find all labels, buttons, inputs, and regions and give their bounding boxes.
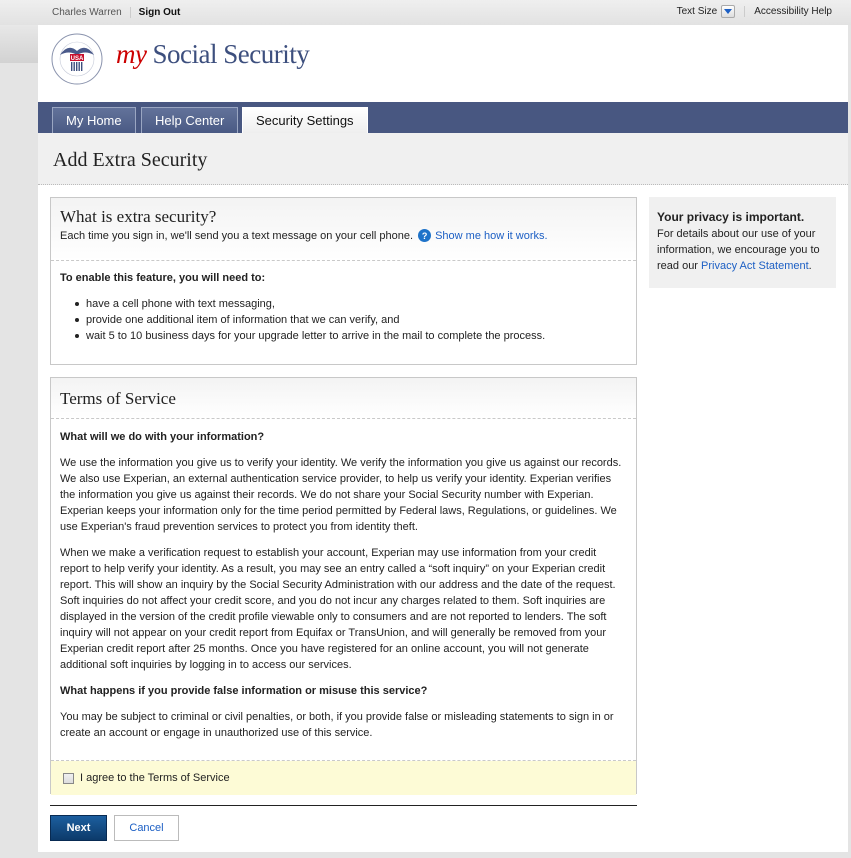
- list-item: provide one additional item of information that we can verify, and: [75, 312, 627, 328]
- next-button[interactable]: Next: [50, 815, 107, 841]
- privacy-act-link[interactable]: Privacy Act Statement: [701, 260, 809, 272]
- terms-question-1: What will we do with your information?: [60, 431, 265, 443]
- extra-security-panel: [50, 197, 637, 365]
- requirements-list: [60, 296, 627, 344]
- tab-security-settings[interactable]: Security Settings: [242, 107, 368, 133]
- list-item: wait 5 to 10 business days for your upgrade letter to arrive in the mail to complete the process.: [75, 328, 627, 344]
- text-size-label: Text Size: [676, 6, 718, 17]
- terms-panel: [50, 377, 637, 794]
- terms-paragraph-3: You may be subject to criminal or civil penalties, or both, if you provide false or misleading statements to sign in or create an account or engage in unauthorized use of this service.: [60, 711, 614, 739]
- extra-security-title: What is extra security?: [60, 207, 217, 226]
- ssa-seal-icon[interactable]: [51, 33, 103, 85]
- extra-security-header: [51, 198, 636, 260]
- main-nav: [38, 102, 848, 133]
- privacy-text: For details about our use of your information, we encourage you to read our: [657, 228, 820, 272]
- text-size-dropdown[interactable]: [721, 5, 735, 18]
- requirements-section: [51, 261, 636, 344]
- accessibility-help-link[interactable]: Accessibility Help: [754, 6, 832, 17]
- terms-paragraph-1: We use the information you give us to verify your identity. We verify the information you give us against our records. We also use Experian, an external authentication service provider, to help us verify your identity. Experian verifies the information you give us against their records. We do not share your Social Security number with Experian. Experian keeps your information only for the time period permitted by Federal laws, Regulations, or guidelines. We use Experian's fraud prevention services to protect you from identity theft.: [60, 457, 622, 533]
- enable-heading: To enable this feature, you will need to:: [60, 272, 266, 284]
- agree-checkbox[interactable]: [63, 773, 74, 784]
- subtitle-text: Each time you sign in, we'll send you a text message on your cell phone.: [60, 229, 414, 242]
- site-header: [38, 25, 848, 102]
- terms-header: [51, 378, 636, 418]
- extra-security-subtitle: [60, 229, 627, 242]
- privacy-trail: .: [808, 260, 812, 272]
- divider: [130, 7, 131, 18]
- terms-content: [51, 419, 636, 760]
- sign-out-link[interactable]: Sign Out: [138, 7, 181, 18]
- list-item: have a cell phone with text messaging,: [75, 296, 627, 312]
- privacy-sidebar: [649, 197, 836, 288]
- cancel-button[interactable]: Cancel: [114, 815, 179, 841]
- utility-links: [677, 5, 832, 18]
- background-band: [0, 25, 38, 63]
- agree-label[interactable]: I agree to the Terms of Service: [80, 772, 230, 784]
- privacy-heading: Your privacy is important.: [657, 210, 805, 224]
- tab-my-home[interactable]: My Home: [52, 107, 136, 133]
- page-title-bar: [38, 133, 848, 185]
- user-area: [52, 7, 180, 18]
- terms-title: Terms of Service: [60, 389, 176, 408]
- show-how-it-works-link[interactable]: Show me how it works.: [435, 229, 548, 242]
- help-question-icon[interactable]: ?: [418, 229, 431, 242]
- utility-bar: [0, 0, 851, 25]
- terms-paragraph-2: When we make a verification request to establish your account, Experian may use information from your credit report to help verify your identity. As a result, you may see an entry called a “soft inquiry” on your Experian credit report. This will show an inquiry by the Social Security Administration with our address and the date of the request. Soft inquiries do not affect your credit score, and you do not incur any charges related to them. Soft inquiries are displayed in the version of the credit profile viewable only to consumers and are not reported to lenders. The soft inquiry will not appear on your credit report from Equifax or TransUnion, and will generally be removed from your Experian credit report after 25 months. Once you have registered for an online account, you will not generate additional soft inquiries by logging in to access our services.: [60, 547, 616, 671]
- terms-question-2: What happens if you provide false information or misuse this service?: [60, 685, 428, 697]
- brand-name: Social Security: [152, 39, 310, 69]
- divider: [744, 6, 745, 17]
- brand-my: my: [116, 39, 147, 69]
- tab-help-center[interactable]: Help Center: [141, 107, 238, 133]
- agree-row: [51, 761, 636, 795]
- logo-usa-text: USA: [70, 56, 84, 62]
- page-container: [38, 25, 848, 852]
- page-title: Add Extra Security: [53, 149, 208, 171]
- chevron-down-icon: [724, 9, 732, 14]
- actions-divider: [50, 805, 637, 806]
- site-brand[interactable]: [116, 39, 309, 70]
- user-name: Charles Warren: [52, 7, 122, 18]
